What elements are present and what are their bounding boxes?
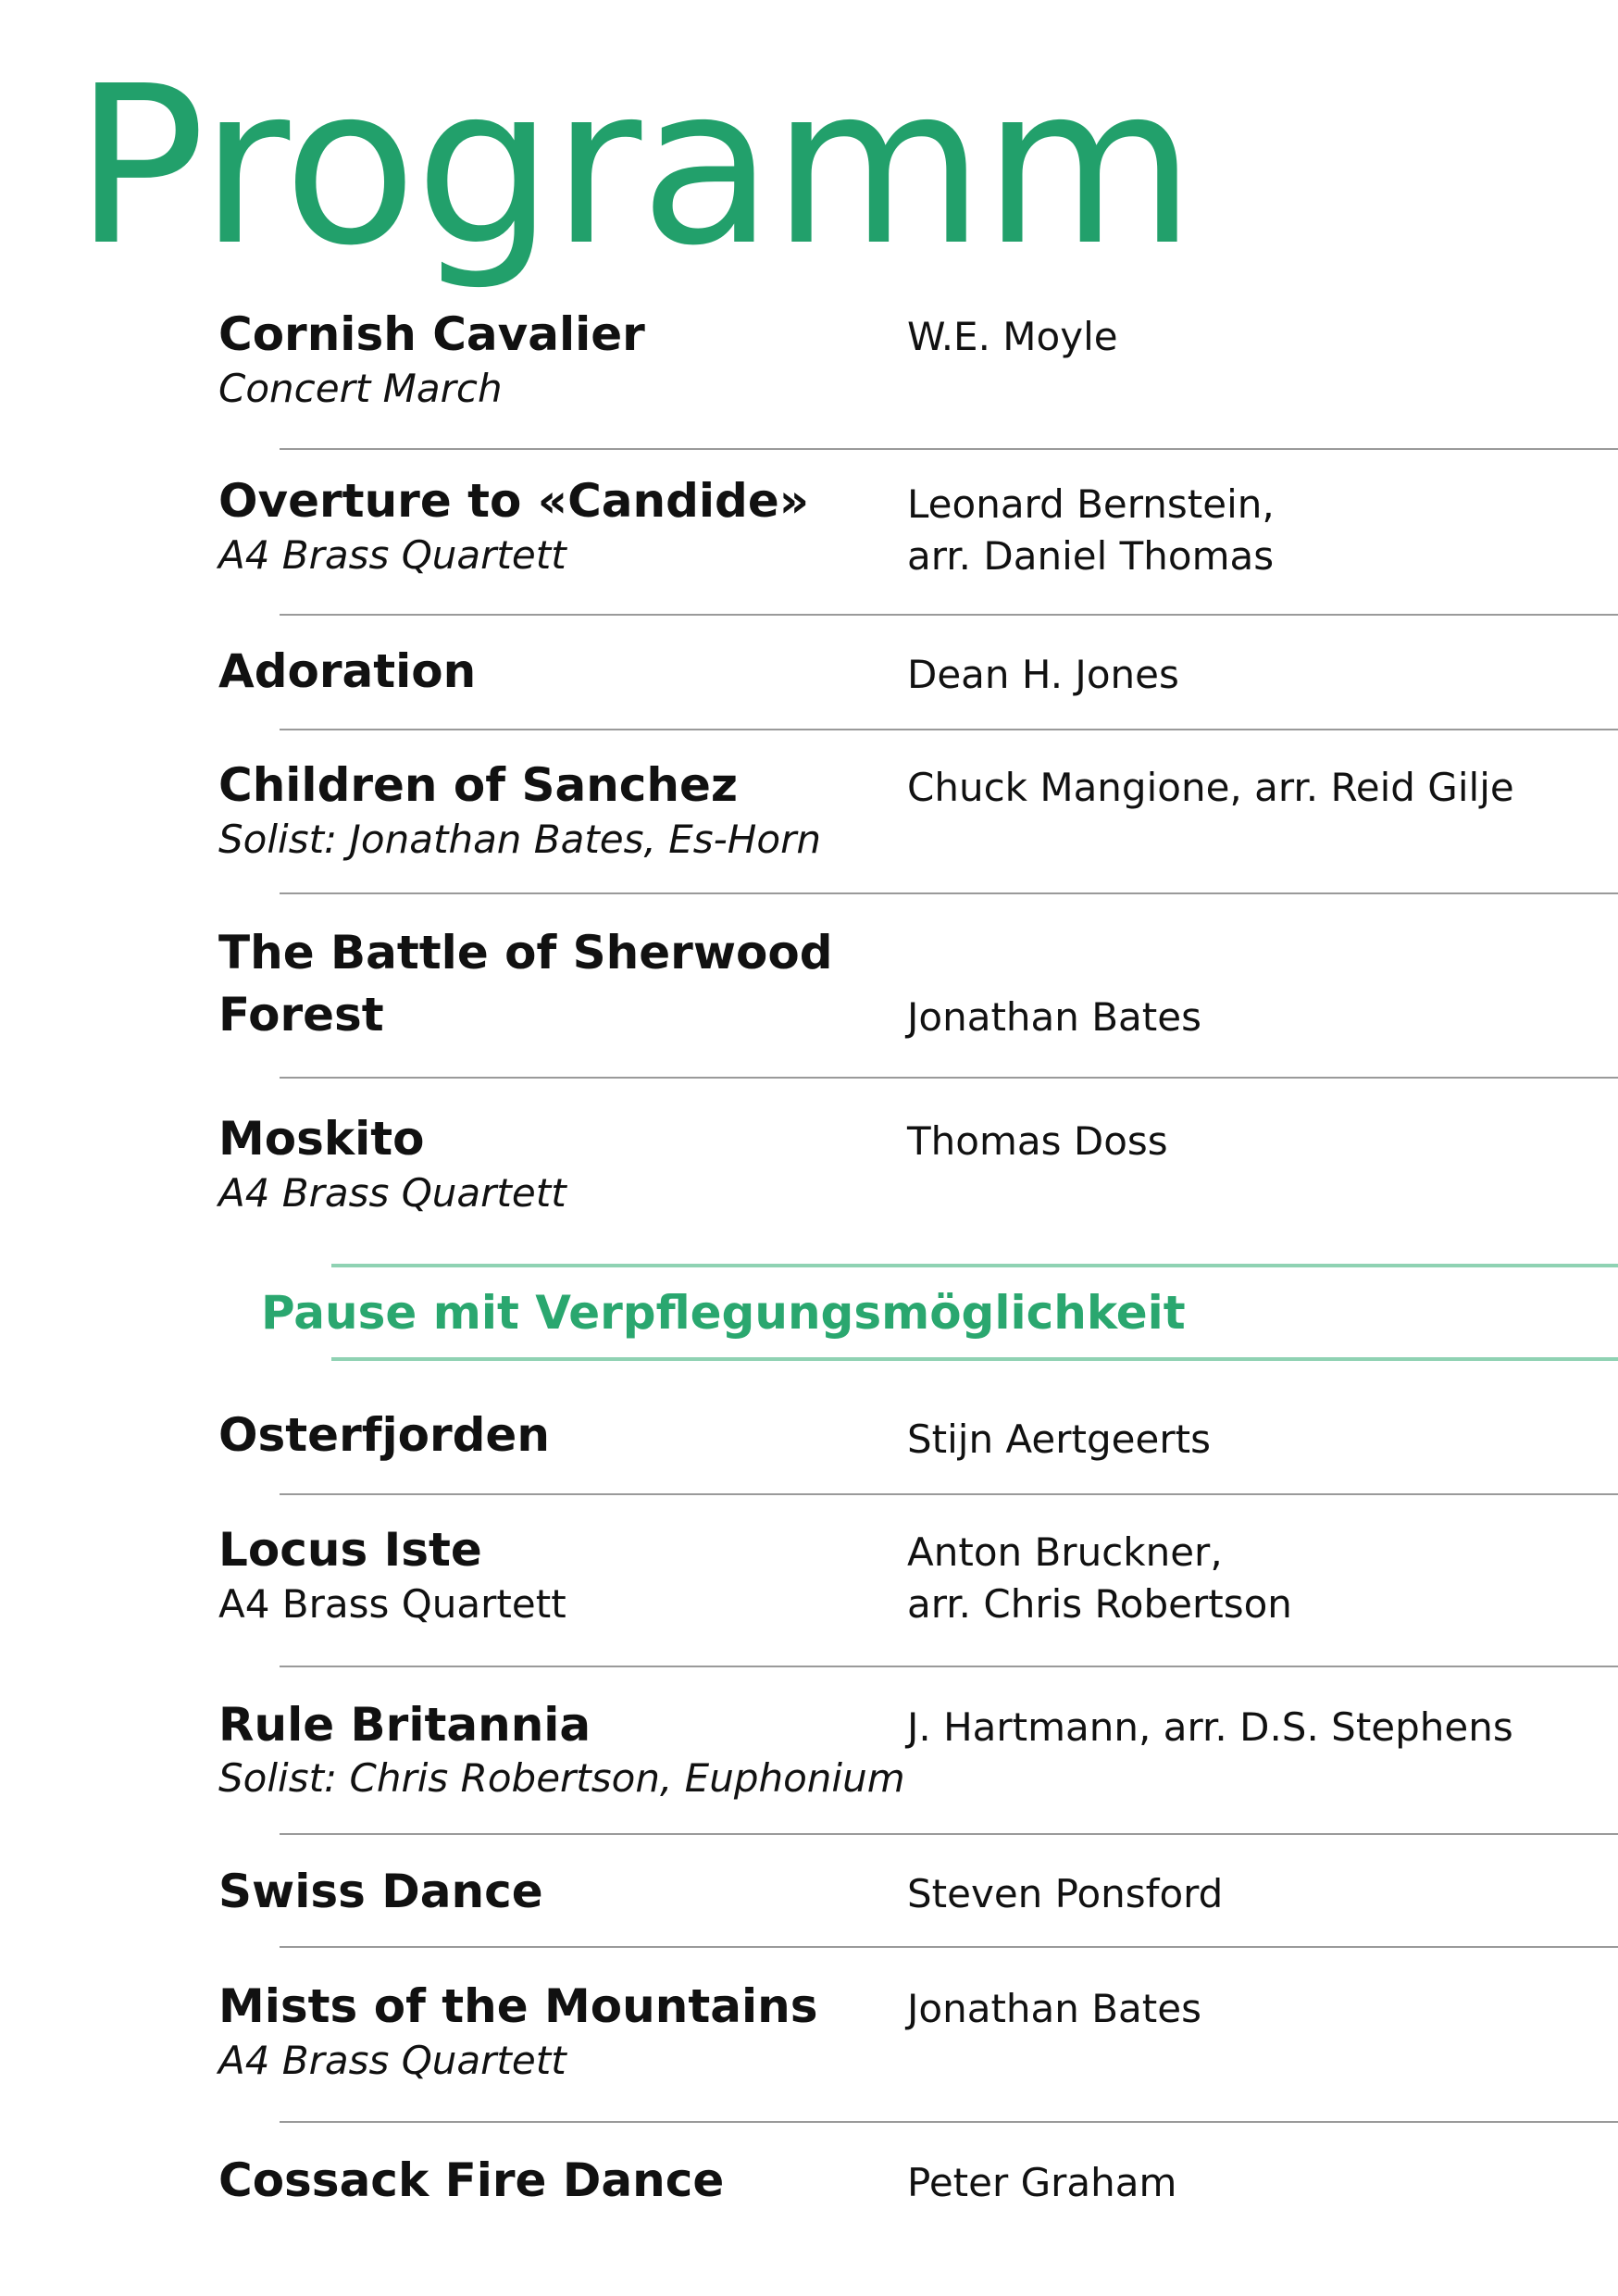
composer: W.E. Moyle (907, 314, 1118, 359)
divider (280, 1833, 1618, 1835)
piece-title: Adoration (218, 644, 477, 698)
composer: Thomas Doss (907, 1118, 1168, 1164)
piece-title: Swiss Dance (218, 1865, 543, 1918)
divider (280, 1077, 1618, 1079)
composer: Peter Graham (907, 2160, 1177, 2205)
piece-title: Locus Iste (218, 1523, 482, 1577)
piece-subtitle: A4 Brass Quartett (218, 532, 566, 578)
divider (280, 448, 1618, 450)
piece-subtitle: A4 Brass Quartett (218, 1581, 566, 1627)
piece-title: Cornish Cavalier (218, 307, 645, 361)
composer: Chuck Mangione, arr. Reid Gilje (907, 765, 1514, 810)
composer: Anton Bruckner, (907, 1529, 1223, 1575)
piece-subtitle: Solist: Chris Robertson, Euphonium (218, 1755, 905, 1801)
piece-title: Rule Britannia (218, 1698, 591, 1752)
composer: Leonard Bernstein, (907, 481, 1275, 527)
piece-title: Mists of the Mountains (218, 1979, 818, 2033)
composer: Dean H. Jones (907, 652, 1179, 697)
divider (280, 1946, 1618, 1948)
piece-subtitle: A4 Brass Quartett (218, 1170, 566, 1216)
piece-title: Children of Sanchez (218, 758, 739, 812)
divider (280, 1493, 1618, 1495)
piece-subtitle: Concert March (218, 366, 503, 411)
piece-title-line-2: Forest (218, 988, 384, 1042)
pause-label: Pause mit Verpflegungsmöglichkeit (261, 1286, 1186, 1340)
composer: J. Hartmann, arr. D.S. Stephens (907, 1704, 1513, 1750)
composer: Stijn Aertgeerts (907, 1416, 1211, 1462)
pause-top-rule (331, 1264, 1618, 1267)
divider (280, 729, 1618, 730)
piece-title: The Battle of Sherwood (218, 926, 833, 980)
piece-title: Osterfjorden (218, 1408, 550, 1462)
divider (280, 892, 1618, 894)
composer: Steven Ponsford (907, 1871, 1224, 1916)
piece-title: Cossack Fire Dance (218, 2153, 725, 2207)
piece-title: Moskito (218, 1112, 425, 1166)
composer-line-2: arr. Chris Robertson (907, 1581, 1292, 1627)
divider (280, 2121, 1618, 2123)
piece-subtitle: A4 Brass Quartett (218, 2038, 566, 2083)
pause-bottom-rule (331, 1357, 1618, 1361)
divider (280, 1666, 1618, 1667)
page-title: Programm (74, 39, 1194, 293)
composer: Jonathan Bates (907, 994, 1201, 1040)
piece-subtitle: Solist: Jonathan Bates, Es-Horn (218, 817, 821, 862)
divider (280, 614, 1618, 616)
composer-line-2: arr. Daniel Thomas (907, 533, 1275, 579)
piece-title: Overture to «Candide» (218, 474, 810, 528)
composer: Jonathan Bates (907, 1986, 1201, 2031)
